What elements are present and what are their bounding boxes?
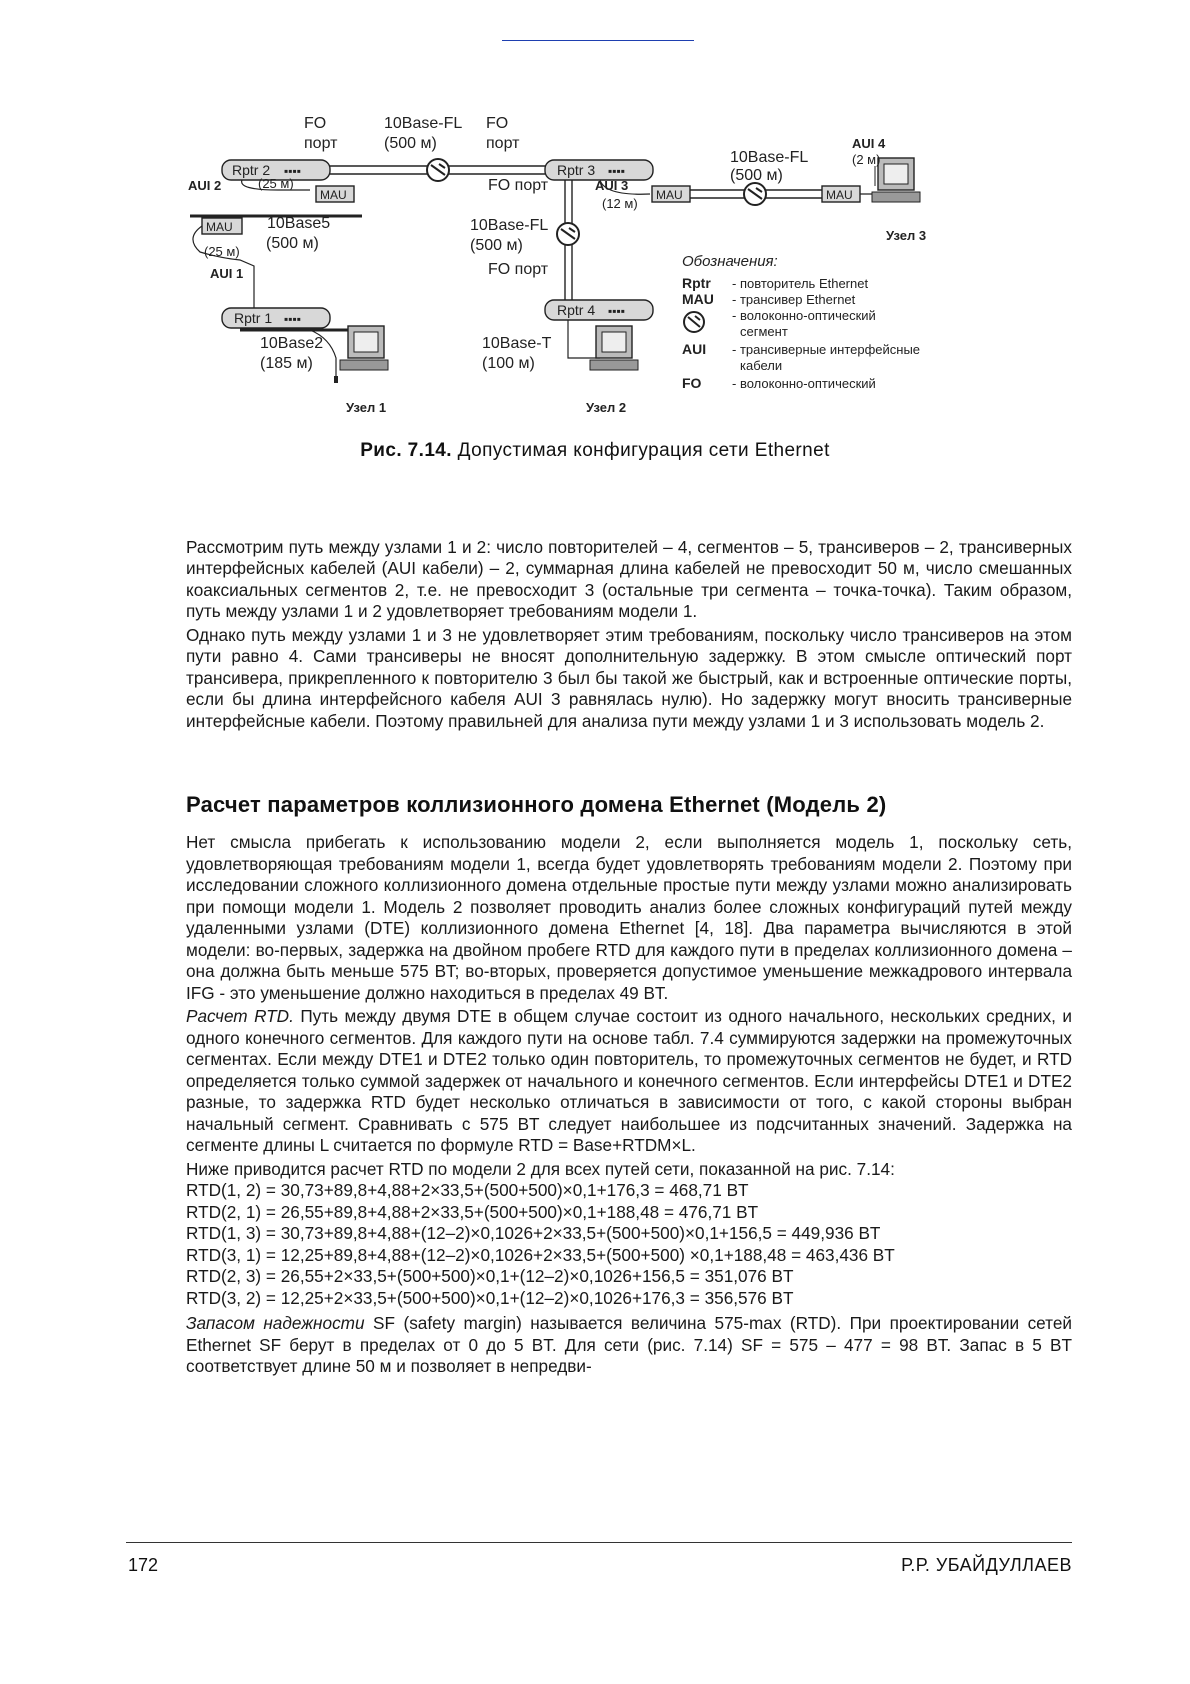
svg-text:(500 м): (500 м): [730, 167, 783, 184]
caption-prefix: Рис. 7.14.: [360, 440, 452, 461]
svg-text:▪▪▪▪: ▪▪▪▪: [608, 304, 626, 318]
formula-line: RTD(1, 2) = 30,73+89,8+4,88+2×33,5+(500+500)×0,1+176,3 = 468,71 BT: [186, 1180, 749, 1200]
rptr4-label: Rptr 4: [557, 302, 596, 318]
rptr3-label: Rptr 3: [557, 162, 596, 178]
svg-text:(25 м): (25 м): [258, 176, 294, 191]
svg-text:FO порт: FO порт: [488, 177, 549, 194]
svg-text:AUI 4: AUI 4: [852, 136, 886, 151]
formula-line: RTD(1, 3) = 30,73+89,8+4,88+(12–2)×0,1026+2×33,5+(500+500)×0,1+156,5 = 449,936 BT: [186, 1223, 881, 1243]
svg-text:порт: порт: [486, 135, 520, 152]
paragraph-text: Рассмотрим путь между узлами 1 и 2: число повторителей – 4, сегментов – 5, трансиверов – 2, трансиверных интерфейсных кабелей (AUI кабели) – 2, суммарная длина кабелей не превосходит 50 м, число смешанных коаксиальных сегментов 2, т.е. не превосходит 3 (остальные три сегмента – точка-точка). Таким образом, путь между узлами 1 и 2 удовлетворяет требованиям модели 1.: [186, 536, 1072, 621]
paragraph-text: Путь между двумя DTE в общем случае состоит из одного начального, нескольких средних, и одного конечного сегментов. Для каждого пути на основе табл. 7.4 суммируются задержки на промежуточных сегментах. Если между DTE1 и DTE2 только один повторитель, то промежуточных сегментов не будет, и RTD определяется только суммой задержек от начального и конечного сегментов. Если интерфейсы DTE1 и DTE2 разные, то задержка RTD будет несколько отличаться в зависимости от того, с какой стороны выбран начальный сегмент. Сравнивать с 575 BT следует наибольшее из подсчитанных значений. Задержка на сегменте длины L считается по формуле RTD = Base+RTDM×L.: [186, 1006, 1072, 1155]
paragraph-text: Однако путь между узлами 1 и 3 не удовлетворяет этим требованиям, поскольку число трансиверов на этом пути равно 4. Сами трансиверы не вносят дополнительную задержку. В этом смысле оптический порт трансивера, прикрепленного к повторителю 3 был бы такой же быстрый, как и встроенные оптические порты, если бы длина интерфейсного кабеля AUI 3 равнялась нулю). Но задержку могут вносить трансиверные интерфейсные кабели. Поэтому правильней для анализа пути между узлами 1 и 3 использовать модель 2.: [186, 624, 1072, 731]
svg-text:FO: FO: [304, 115, 327, 132]
paragraph: [186, 1159, 1072, 1181]
fiber-segment-icon: [684, 312, 704, 332]
svg-text:(2 м): (2 м): [852, 152, 881, 167]
page-number: 172: [128, 1555, 159, 1575]
svg-text:AUI 3: AUI 3: [595, 178, 629, 193]
fiber-segment-icon: [557, 223, 579, 245]
top-link-rule: [502, 40, 694, 41]
repeater-1: [222, 308, 330, 328]
svg-text:Узел 3: Узел 3: [886, 228, 927, 243]
svg-text:(25 м): (25 м): [204, 244, 240, 259]
svg-text:(500 м): (500 м): [266, 235, 319, 252]
svg-text:10Base2: 10Base2: [260, 335, 324, 352]
svg-text:▪▪▪▪: ▪▪▪▪: [608, 164, 626, 178]
svg-text:Rptr: Rptr: [682, 275, 711, 291]
svg-text:10Base5: 10Base5: [267, 215, 331, 232]
legend-title: Обозначения:: [682, 253, 778, 270]
svg-text:MAU: MAU: [682, 291, 714, 307]
formula-line: RTD(2, 1) = 26,55+89,8+4,88+2×33,5+(500+500)×0,1+188,48 = 476,71 BT: [186, 1201, 759, 1222]
rptr1-label: Rptr 1: [234, 310, 273, 326]
fiber-segment-icon: [427, 159, 449, 181]
svg-text:MAU: MAU: [206, 220, 233, 234]
svg-text:10Base-FL: 10Base-FL: [730, 149, 809, 166]
svg-text:Узел 1: Узел 1: [346, 400, 387, 415]
svg-text:- повторитель Ethernet: - повторитель Ethernet: [732, 276, 869, 291]
pc-icon: [340, 326, 388, 370]
caption-text: Допустимая конфигурация сети Ethernet: [451, 440, 830, 461]
formula-line: RTD(3, 1) = 12,25+89,8+4,88+(12–2)×0,1026+2×33,5+(500+500) ×0,1+188,48 = 463,436 BT: [186, 1244, 895, 1265]
footer-rule: [126, 1542, 1072, 1543]
paragraph: [186, 625, 1072, 733]
legend: [682, 253, 920, 391]
svg-text:(100 м): (100 м): [482, 355, 535, 372]
svg-text:MAU: MAU: [826, 188, 853, 202]
pc-icon: [590, 326, 638, 370]
paragraph: [186, 832, 1072, 1004]
svg-text:10Base-T: 10Base-T: [482, 335, 552, 352]
paragraph: [186, 1006, 1072, 1157]
running-footer-author: Р.Р. УБАЙДУЛЛАЕВ: [901, 1555, 1072, 1575]
svg-text:AUI: AUI: [682, 341, 707, 357]
svg-text:Узел 2: Узел 2: [586, 400, 627, 415]
repeater-3: [545, 160, 653, 180]
paragraph: [186, 1313, 1072, 1378]
svg-text:▪▪▪▪: ▪▪▪▪: [284, 312, 302, 326]
svg-text:- волоконно-оптический: - волоконно-оптический: [732, 376, 876, 391]
figure-caption: [0, 440, 1190, 462]
svg-text:10Base-FL: 10Base-FL: [384, 115, 463, 132]
svg-text:FO порт: FO порт: [488, 261, 549, 278]
svg-text:(185 м): (185 м): [260, 355, 313, 372]
body-block-1: [186, 515, 1072, 732]
svg-text:(500 м): (500 м): [384, 135, 437, 152]
svg-text:MAU: MAU: [656, 188, 683, 202]
formula-line: RTD(3, 2) = 12,25+2×33,5+(500+500)×0,1+(12–2)×0,1026+176,3 = 356,576 BT: [186, 1287, 794, 1308]
svg-text:- трансивер Ethernet: - трансивер Ethernet: [732, 292, 856, 307]
svg-text:(12 м): (12 м): [602, 196, 638, 211]
paragraph-italic-lead: Запасом надежности: [186, 1313, 365, 1333]
network-diagram: [180, 108, 1040, 426]
paragraph: [186, 515, 1072, 623]
svg-text:FO: FO: [486, 115, 509, 132]
svg-text:сегмент: сегмент: [740, 324, 788, 339]
svg-text:▪▪▪▪: ▪▪▪▪: [284, 164, 302, 178]
paragraph-italic-lead: Расчет RTD.: [186, 1006, 294, 1026]
paragraph-text: Нет смысла прибегать к использованию модели 2, если выполняется модель 1, поскольку сеть, удовлетворяющая требованиям модели 1, всегда будет удовлетворять требованиям модели 2. Поэтому при исследовании сложного коллизионного домена отдельные простые пути между узлами можно анализировать при помощи модели 1. Модель 2 позволяет проводить анализ более сложных конфигураций путей между удаленными узлами (DTE) коллизионного домена Ethernet [4, 18]. Два параметра вычисляются в этой модели: во-первых, задержка на двойном пробеге RTD для каждого пути в пределах коллизионного домена – она должна быть меньше 575 BT; во-вторых, проверяется допустимое уменьшение межкадрового интервала IFG - это уменьшение должно находиться в пределах 49 BT.: [186, 832, 1072, 1003]
formula-line: RTD(2, 3) = 26,55+2×33,5+(500+500)×0,1+(12–2)×0,1026+156,5 = 351,076 BT: [186, 1266, 794, 1286]
paragraph-text: SF (safety margin) называется величина 575-max (RTD). При проектировании сетей Ethernet SF берут в пределах от 0 до 5 BT. Для сети (рис. 7.14) SF = 575 – 477 = 98 BT. Запас в 5 BT соответствует длине 50 м и позволяет в непредви-: [186, 1313, 1072, 1376]
svg-text:AUI 1: AUI 1: [210, 266, 244, 281]
svg-text:10Base-FL: 10Base-FL: [470, 217, 549, 234]
section-heading: Расчет параметров коллизионного домена Ethernet (Модель 2): [186, 792, 887, 817]
svg-text:MAU: MAU: [320, 188, 347, 202]
svg-text:AUI 2: AUI 2: [188, 178, 222, 193]
svg-text:кабели: кабели: [740, 358, 783, 373]
fiber-segment-icon: [744, 183, 766, 205]
svg-text:(500 м): (500 м): [470, 237, 523, 254]
repeater-4: [545, 300, 653, 320]
svg-text:порт: порт: [304, 135, 338, 152]
svg-text:- трансиверные интерфейсные: - трансиверные интерфейсные: [732, 342, 921, 357]
paragraph-text: Ниже приводится расчет RTD по модели 2 для всех путей сети, показанной на рис. 7.14:: [186, 1158, 895, 1179]
body-block-2: [186, 832, 1072, 1378]
svg-text:- волоконно-оптический: - волоконно-оптический: [732, 308, 876, 323]
rptr2-label: Rptr 2: [232, 162, 271, 178]
svg-text:FO: FO: [682, 375, 702, 391]
